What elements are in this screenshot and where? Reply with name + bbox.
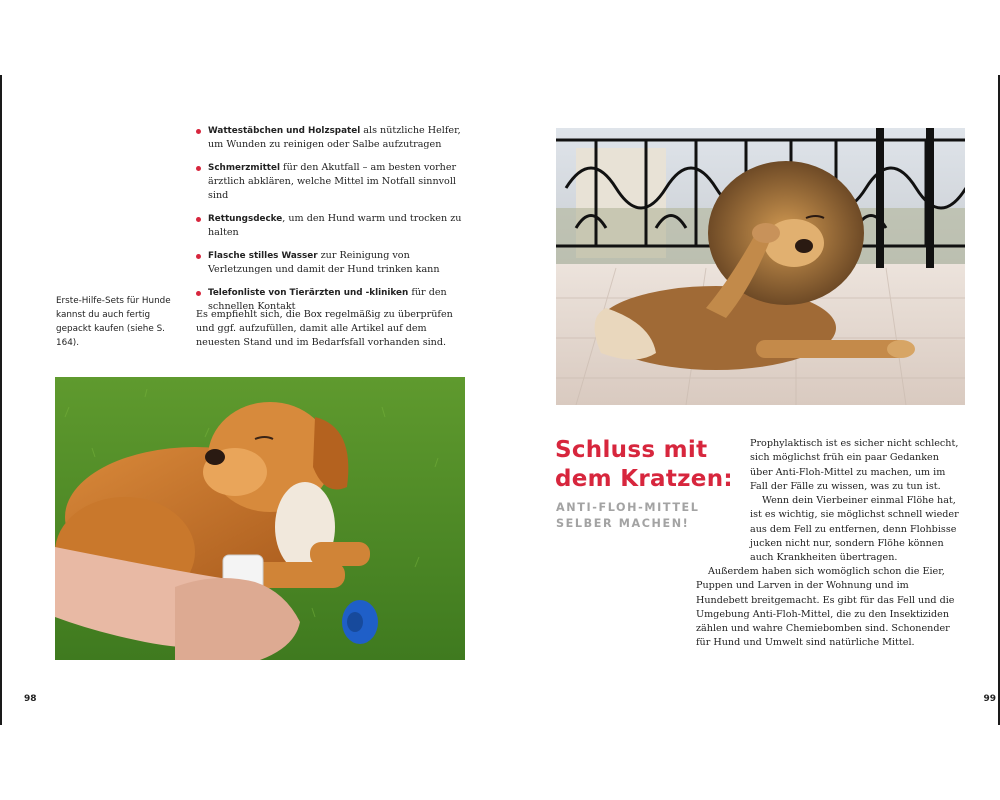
first-aid-list	[196, 124, 471, 323]
subheadline-line: SELBER MACHEN!	[556, 517, 690, 530]
item-text: , um den Hund warm und trocken zu halten	[208, 213, 462, 239]
headline-line: dem Kratzen:	[555, 465, 733, 492]
bullet-dot	[196, 166, 201, 171]
margin-note: Erste-Hilfe-Sets für Hunde kannst du auch fertig gepackt kaufen (siehe S. 164).	[56, 296, 171, 348]
article-subheadline	[556, 500, 700, 532]
list-item	[196, 249, 471, 277]
article-headline	[555, 436, 733, 493]
page-number: 99	[983, 694, 996, 704]
item-text: als nützliche Helfer, um Wunden zu reinigen oder Salbe aufzutragen	[208, 125, 461, 151]
body-paragraph: Prophylaktisch ist es sicher nicht schlecht, sich möglichst früh ein paar Gedanken über Anti-Floh-Mittel zu machen, um im Fall der Fälle zu wissen, was zu tun ist.	[750, 438, 959, 492]
bullet-dot	[196, 254, 201, 259]
item-text: für den Akutfall – am besten vorher ärztlich abklären, welche Mittel im Notfall sinnvoll sind	[208, 161, 457, 202]
list-item	[196, 212, 471, 240]
list-item	[196, 124, 471, 152]
body-column-narrow	[750, 437, 961, 566]
dog-scratching-photo	[556, 128, 965, 405]
item-term: Flasche stilles Wasser	[208, 250, 318, 261]
headline-line: Schluss mit	[555, 437, 708, 463]
body-column-wide	[696, 565, 962, 651]
item-term: Telefonliste von Tierärzten und -kliniken	[208, 287, 409, 298]
bullet-dot	[196, 291, 201, 296]
dog-bandage-photo	[55, 377, 465, 660]
list-item	[196, 161, 471, 204]
subheadline-line: ANTI-FLOH-MITTEL	[556, 501, 700, 514]
item-term: Wattestäbchen und Holzspatel	[208, 126, 361, 136]
body-paragraph: Wenn dein Vierbeiner einmal Flöhe hat, ist es wichtig, sie möglichst schnell wieder aus dem Fell zu entfernen, denn Flohbisse jucken nicht nur, sondern Flöhe können auch Krankheiten übertragen.	[750, 495, 959, 564]
item-term: Rettungsdecke	[208, 214, 283, 225]
bullet-dot	[196, 129, 201, 134]
right-page	[500, 0, 1000, 800]
body-paragraph: Außerdem haben sich womöglich schon die Eier, Puppen und Larven in der Wohnung und im Hundebett breitgemacht. Es gibt für das Fell und die Umgebung Anti-Floh-Mittel, die zu den Insektiziden zählen und wahre Chemiebomben sind. Schonender für Hund und Umwelt sind natürliche Mittel.	[696, 566, 955, 649]
item-term: Schmerzmittel	[208, 162, 280, 173]
item-text: für den schnellen Kontakt	[208, 286, 447, 313]
bullet-dot	[196, 217, 201, 222]
body-paragraph: Es empfiehlt sich, die Box regelmäßig zu überprüfen und ggf. aufzufüllen, damit alle Artikel auf dem neuesten Stand und im Bedarfsfall vorhanden sind.	[196, 309, 453, 349]
page-number: 98	[24, 694, 37, 704]
item-text: zur Reinigung von Verletzungen und damit der Hund trinken kann	[208, 249, 440, 276]
